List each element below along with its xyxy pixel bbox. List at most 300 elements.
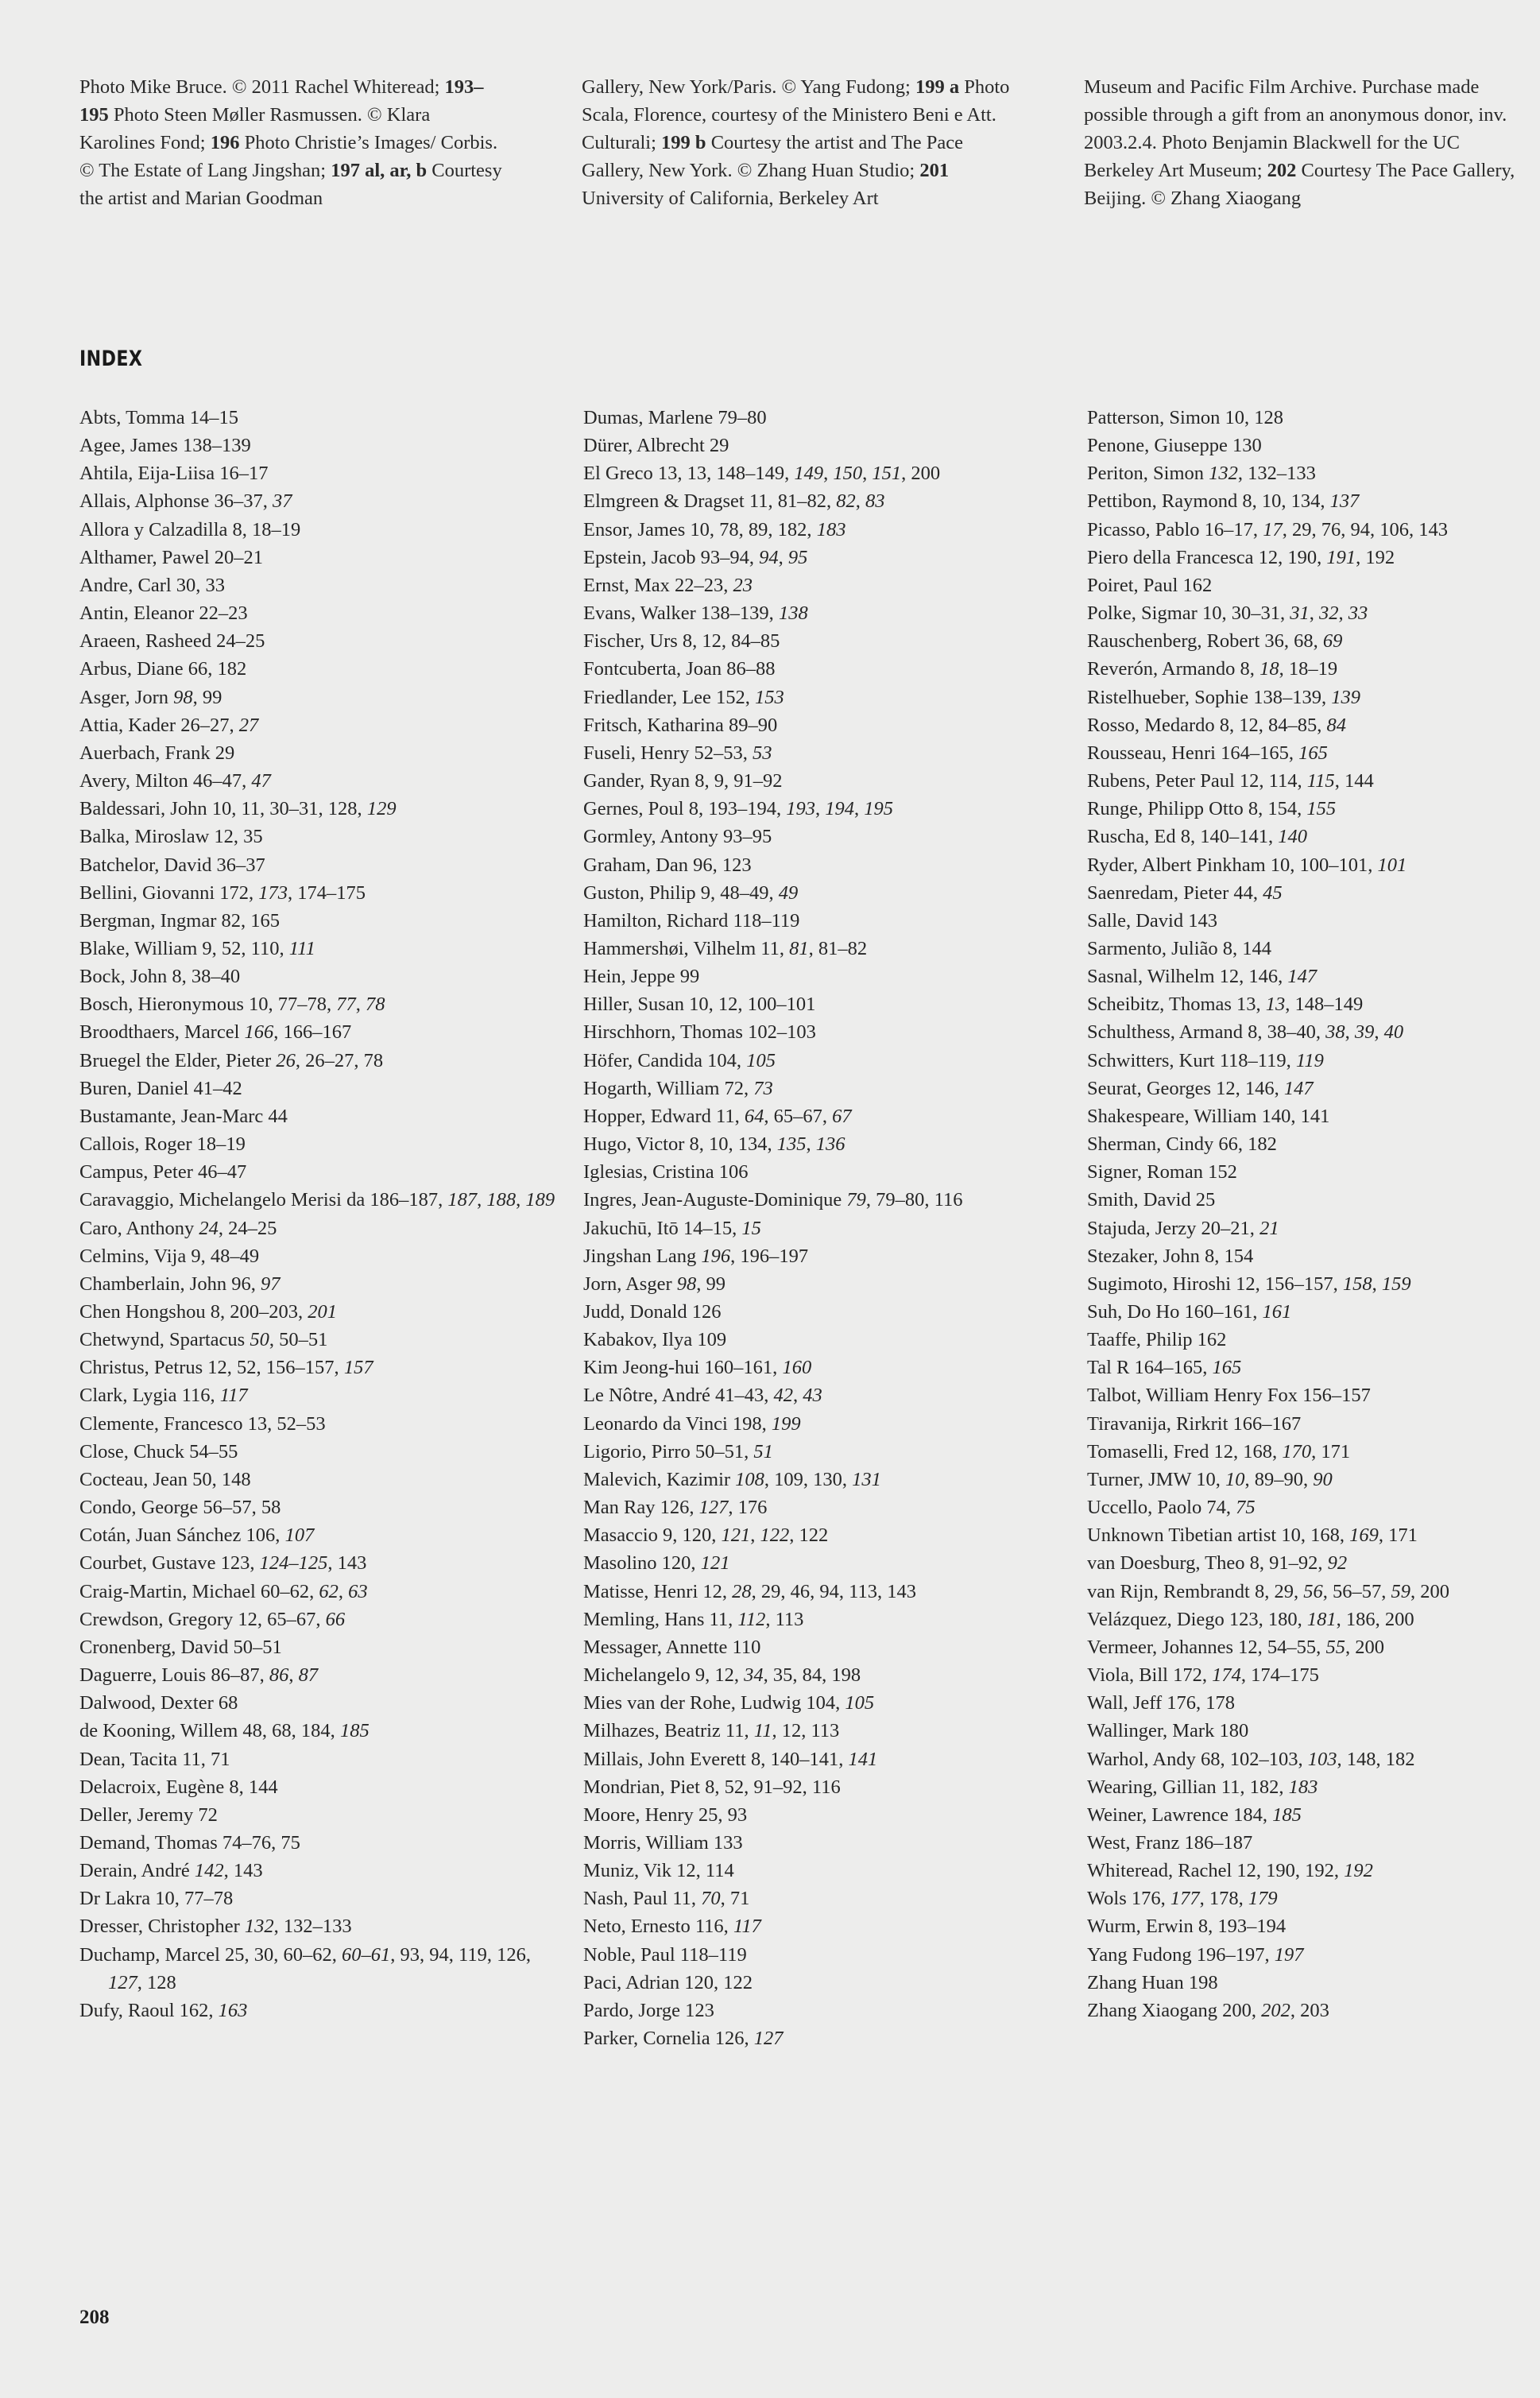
- illustration-page-ref: 194: [825, 798, 854, 820]
- illustration-page-ref: 101: [1377, 854, 1407, 876]
- illustration-page-ref: 139: [1331, 686, 1361, 708]
- index-entry: Schwitters, Kurt 118–119, 119: [1087, 1049, 1324, 1071]
- index-entry: Tal R 164–165, 165: [1087, 1357, 1242, 1379]
- index-entry: Jorn, Asger 98, 99: [583, 1273, 726, 1295]
- illustration-page-ref: 105: [746, 1049, 776, 1071]
- index-entry: Baldessari, John 10, 11, 30–31, 128, 129: [79, 798, 397, 820]
- illustration-page-ref: 132: [244, 1916, 274, 1938]
- credit-page-ref: 196: [210, 132, 240, 153]
- illustration-page-ref: 31: [1290, 602, 1310, 625]
- index-entry: Hirschhorn, Thomas 102–103: [583, 1021, 816, 1044]
- index-entry: Talbot, William Henry Fox 156–157: [1087, 1385, 1371, 1407]
- illustration-page-ref: 131: [852, 1468, 881, 1490]
- index-entry: Derain, André 142, 143: [79, 1860, 263, 1882]
- index-entry: Wols 176, 177, 178, 179: [1087, 1888, 1278, 1910]
- index-entry: Sugimoto, Hiroshi 12, 156–157, 158, 159: [1087, 1273, 1411, 1295]
- illustration-page-ref: 13: [1265, 994, 1286, 1016]
- illustration-page-ref: 199: [771, 1412, 801, 1435]
- index-entry: Asger, Jorn 98, 99: [79, 686, 222, 708]
- index-entry: Bellini, Giovanni 172, 173, 174–175: [79, 881, 366, 904]
- index-entry: Arbus, Diane 66, 182: [79, 658, 247, 680]
- index-entry: Man Ray 126, 127, 176: [583, 1497, 768, 1519]
- index-entry: Bruegel the Elder, Pieter 26, 26–27, 78: [79, 1049, 384, 1071]
- illustration-page-ref: 108: [735, 1468, 764, 1490]
- index-entry: Bosch, Hieronymous 10, 77–78, 77, 78: [79, 994, 385, 1016]
- credit-text: Courtesy the artist and The Pace Gallery, New York. © Zhang Huan Studio;: [582, 132, 963, 181]
- index-entry: Uccello, Paolo 74, 75: [1087, 1497, 1256, 1519]
- illustration-page-ref: 18: [1259, 658, 1279, 680]
- credits-column-3: [1084, 73, 1529, 212]
- index-entry: Polke, Sigmar 10, 30–31, 31, 32, 33: [1087, 602, 1368, 625]
- illustration-page-ref: 105: [845, 1692, 875, 1714]
- index-entry: Penone, Giuseppe 130: [1087, 435, 1262, 457]
- illustration-page-ref: 191: [1326, 546, 1356, 568]
- index-entry: Chamberlain, John 96, 97: [79, 1273, 281, 1295]
- illustration-page-ref: 95: [787, 546, 808, 568]
- index-entry: Close, Chuck 54–55: [79, 1440, 238, 1462]
- illustration-page-ref: 170: [1282, 1440, 1312, 1462]
- index-entry: Nash, Paul 11, 70, 71: [583, 1888, 750, 1910]
- index-entry: Araeen, Rasheed 24–25: [79, 630, 265, 653]
- illustration-page-ref: 87: [298, 1664, 319, 1687]
- illustration-page-ref: 98: [676, 1273, 697, 1295]
- index-entry: Avery, Milton 46–47, 47: [79, 770, 271, 792]
- index-entry: Blake, William 9, 52, 110, 111: [79, 937, 315, 959]
- index-entry: Le Nôtre, André 41–43, 42, 43: [583, 1385, 822, 1407]
- illustration-page-ref: 98: [173, 686, 193, 708]
- index-entry: Judd, Donald 126: [583, 1301, 722, 1323]
- index-entry: Morris, William 133: [583, 1831, 743, 1854]
- illustration-page-ref: 121: [721, 1524, 751, 1547]
- credit-page-ref: 197 al, ar, b: [331, 160, 428, 181]
- illustration-page-ref: 179: [1248, 1888, 1278, 1910]
- index-entry: Rosso, Medardo 8, 12, 84–85, 84: [1087, 714, 1346, 736]
- illustration-page-ref: 24: [199, 1217, 219, 1239]
- illustration-page-ref: 158: [1342, 1273, 1372, 1295]
- illustration-page-ref: 10: [1225, 1468, 1245, 1490]
- index-entry: Rauschenberg, Robert 36, 68, 69: [1087, 630, 1343, 653]
- index-entry: Unknown Tibetian artist 10, 168, 169, 171: [1087, 1524, 1418, 1547]
- illustration-page-ref: 127: [753, 2028, 784, 2050]
- index-column-1: [79, 404, 556, 2052]
- index-entry: Schulthess, Armand 8, 38–40, 38, 39, 40: [1087, 1021, 1404, 1044]
- index-entry: Deller, Jeremy 72: [79, 1803, 218, 1826]
- index-entry: Vermeer, Johannes 12, 54–55, 55, 200: [1087, 1636, 1384, 1658]
- index-entry: Buren, Daniel 41–42: [79, 1077, 242, 1099]
- index-entry: Kabakov, Ilya 109: [583, 1329, 727, 1351]
- index-entry: Chetwynd, Spartacus 50, 50–51: [79, 1329, 328, 1351]
- illustration-page-ref: 161: [1262, 1301, 1292, 1323]
- illustration-page-ref: 122: [760, 1524, 790, 1547]
- index-entry: Attia, Kader 26–27, 27: [79, 714, 259, 736]
- picture-credits: [79, 73, 1535, 212]
- illustration-page-ref: 60–61: [342, 1943, 391, 1966]
- index-entry: Caro, Anthony 24, 24–25: [79, 1217, 277, 1239]
- credit-page-ref: 202: [1267, 160, 1297, 181]
- index-entry: Warhol, Andy 68, 102–103, 103, 148, 182: [1087, 1748, 1415, 1770]
- index-entry: Auerbach, Frank 29: [79, 742, 235, 764]
- credit-text: Courtesy The Pace Gallery, Beijing. © Zhang Xiaogang: [1084, 160, 1515, 209]
- illustration-page-ref: 45: [1263, 881, 1283, 904]
- index-entry: Whiteread, Rachel 12, 190, 192, 192: [1087, 1860, 1373, 1882]
- illustration-page-ref: 197: [1274, 1943, 1304, 1966]
- index-entry: Patterson, Simon 10, 128: [1087, 407, 1284, 428]
- illustration-page-ref: 111: [288, 937, 315, 959]
- index-entry: Broodthaers, Marcel 166, 166–167: [79, 1021, 352, 1044]
- index-entry: Bustamante, Jean-Marc 44: [79, 1105, 288, 1127]
- illustration-page-ref: 166: [244, 1021, 274, 1044]
- index-entry: de Kooning, Willem 48, 68, 184, 185: [79, 1720, 370, 1742]
- index-entry: Neto, Ernesto 116, 117: [583, 1916, 761, 1938]
- illustration-page-ref: 173: [258, 881, 288, 904]
- index-entry: Jingshan Lang 196, 196–197: [583, 1245, 809, 1267]
- illustration-page-ref: 50: [250, 1329, 269, 1351]
- index-entry: Condo, George 56–57, 58: [79, 1497, 281, 1519]
- index-entry: Ristelhueber, Sophie 138–139, 139: [1087, 686, 1361, 708]
- index-entry: Ahtila, Eija-Liisa 16–17: [79, 463, 269, 485]
- index-entry: Hamilton, Richard 118–119: [583, 909, 800, 932]
- illustration-page-ref: 92: [1327, 1552, 1348, 1575]
- index-entry: Yang Fudong 196–197, 197: [1087, 1943, 1304, 1966]
- index-entry: Elmgreen & Dragset 11, 81–82, 82, 83: [583, 490, 885, 513]
- index-entry: Matisse, Henri 12, 28, 29, 46, 94, 113, 143: [583, 1580, 916, 1602]
- index-entry: Velázquez, Diego 123, 180, 181, 186, 200: [1087, 1608, 1414, 1630]
- index-entry: Masaccio 9, 120, 121, 122, 122: [583, 1524, 829, 1547]
- index-entry: Millais, John Everett 8, 140–141, 141: [583, 1748, 878, 1770]
- illustration-page-ref: 119: [1295, 1049, 1324, 1071]
- illustration-page-ref: 66: [325, 1608, 346, 1630]
- illustration-page-ref: 163: [218, 1999, 248, 2021]
- illustration-page-ref: 165: [1212, 1357, 1242, 1379]
- illustration-page-ref: 169: [1349, 1524, 1379, 1547]
- illustration-page-ref: 51: [753, 1440, 773, 1462]
- index-entry: Balka, Miroslaw 12, 35: [79, 826, 263, 848]
- illustration-page-ref: 138: [778, 602, 808, 625]
- index-entry: Fontcuberta, Joan 86–88: [583, 658, 776, 680]
- index-entry: Poiret, Paul 162: [1087, 574, 1213, 596]
- illustration-page-ref: 147: [1283, 1077, 1314, 1099]
- illustration-page-ref: 37: [272, 490, 292, 513]
- index-entry: Callois, Roger 18–19: [79, 1133, 246, 1156]
- index-entry: Salle, David 143: [1087, 909, 1217, 932]
- illustration-page-ref: 188: [486, 1189, 517, 1211]
- index-entry: Memling, Hans 11, 112, 113: [583, 1608, 804, 1630]
- index-entry: Saenredam, Pieter 44, 45: [1087, 881, 1283, 904]
- illustration-page-ref: 192: [1344, 1860, 1373, 1882]
- index-entry: Hogarth, William 72, 73: [583, 1077, 773, 1099]
- illustration-page-ref: 193: [786, 798, 815, 820]
- illustration-page-ref: 177: [1170, 1888, 1200, 1910]
- index-entry: Tiravanija, Rirkrit 166–167: [1087, 1412, 1302, 1435]
- index-entry: Piero della Francesca 12, 190, 191, 192: [1087, 546, 1395, 568]
- index-entry: Jakuchū, Itō 14–15, 15: [583, 1217, 761, 1239]
- illustration-page-ref: 129: [366, 798, 397, 820]
- index-entry: Smith, David 25: [1087, 1189, 1216, 1211]
- illustration-page-ref: 151: [872, 463, 902, 485]
- index-entry: Campus, Peter 46–47: [79, 1161, 247, 1184]
- illustration-page-ref: 26: [276, 1049, 296, 1071]
- index-entry: Althamer, Pawel 20–21: [79, 546, 264, 568]
- illustration-page-ref: 183: [1288, 1776, 1318, 1798]
- index-entry: Weiner, Lawrence 184, 185: [1087, 1803, 1302, 1826]
- illustration-page-ref: 115: [1306, 770, 1335, 792]
- illustration-page-ref: 82: [836, 490, 856, 513]
- illustration-page-ref: 202: [1261, 1999, 1290, 2021]
- illustration-page-ref: 153: [755, 686, 784, 708]
- illustration-page-ref: 27: [238, 714, 259, 736]
- index-entry: Cocteau, Jean 50, 148: [79, 1468, 251, 1490]
- index-list: [79, 404, 1540, 2052]
- index-entry: Suh, Do Ho 160–161, 161: [1087, 1301, 1292, 1323]
- index-entry: Dürer, Albrecht 29: [583, 435, 729, 457]
- index-entry: Duchamp, Marcel 25, 30, 60–62, 60–61, 93, 94, 119, 126, 127, 128: [79, 1943, 531, 1993]
- illustration-page-ref: 140: [1278, 826, 1307, 848]
- index-entry: Graham, Dan 96, 123: [583, 854, 752, 876]
- index-entry: Andre, Carl 30, 33: [79, 574, 226, 596]
- illustration-page-ref: 17: [1263, 518, 1283, 540]
- index-entry: Hiller, Susan 10, 12, 100–101: [583, 994, 816, 1016]
- illustration-page-ref: 159: [1381, 1273, 1411, 1295]
- illustration-page-ref: 43: [803, 1385, 822, 1407]
- illustration-page-ref: 160: [782, 1357, 812, 1379]
- index-entry: Tomaselli, Fred 12, 168, 170, 171: [1087, 1440, 1351, 1462]
- credit-text: Gallery, New York/Paris. © Yang Fudong;: [582, 76, 915, 98]
- illustration-page-ref: 53: [753, 742, 772, 764]
- index-entry: Stajuda, Jerzy 20–21, 21: [1087, 1217, 1279, 1239]
- index-entry: Scheibitz, Thomas 13, 13, 148–149: [1087, 994, 1364, 1016]
- illustration-page-ref: 187: [447, 1189, 478, 1211]
- index-entry: Celmins, Vija 9, 48–49: [79, 1245, 260, 1267]
- illustration-page-ref: 67: [832, 1105, 852, 1127]
- illustration-page-ref: 174: [1212, 1664, 1241, 1687]
- index-entry: Iglesias, Cristina 106: [583, 1161, 749, 1184]
- index-entry: Caravaggio, Michelangelo Merisi da 186–187, 187, 188, 189: [79, 1189, 555, 1211]
- index-entry: Epstein, Jacob 93–94, 94, 95: [583, 546, 808, 568]
- index-entry: Clemente, Francesco 13, 52–53: [79, 1412, 326, 1435]
- index-heading: INDEX: [79, 347, 143, 371]
- illustration-page-ref: 40: [1383, 1021, 1404, 1044]
- index-entry: Viola, Bill 172, 174, 174–175: [1087, 1664, 1319, 1687]
- index-entry: Wall, Jeff 176, 178: [1087, 1692, 1236, 1714]
- illustration-page-ref: 90: [1313, 1468, 1333, 1490]
- page-number: 208: [79, 2307, 110, 2328]
- illustration-page-ref: 79: [846, 1189, 866, 1211]
- illustration-page-ref: 64: [744, 1105, 764, 1127]
- index-entry: Reverón, Armando 8, 18, 18–19: [1087, 658, 1338, 680]
- index-entry: Shakespeare, William 140, 141: [1087, 1105, 1330, 1127]
- index-entry: Taaffe, Philip 162: [1087, 1329, 1227, 1351]
- credit-page-ref: 201: [919, 160, 950, 181]
- index-entry: Runge, Philipp Otto 8, 154, 155: [1087, 798, 1337, 820]
- illustration-page-ref: 117: [219, 1385, 248, 1407]
- illustration-page-ref: 83: [865, 490, 885, 513]
- illustration-page-ref: 142: [194, 1860, 224, 1882]
- index-entry: Ryder, Albert Pinkham 10, 100–101, 101: [1087, 854, 1407, 876]
- index-entry: Rubens, Peter Paul 12, 114, 115, 144: [1087, 770, 1374, 792]
- illustration-page-ref: 63: [348, 1580, 368, 1602]
- index-entry: Milhazes, Beatriz 11, 11, 12, 113: [583, 1720, 840, 1742]
- index-entry: Höfer, Candida 104, 105: [583, 1049, 776, 1071]
- index-entry: Clark, Lygia 116, 117: [79, 1385, 248, 1407]
- illustration-page-ref: 33: [1348, 602, 1368, 625]
- index-entry: Dresser, Christopher 132, 132–133: [79, 1916, 352, 1938]
- illustration-page-ref: 135: [776, 1133, 807, 1156]
- illustration-page-ref: 112: [737, 1608, 766, 1630]
- index-entry: Muniz, Vik 12, 114: [583, 1860, 734, 1882]
- illustration-page-ref: 55: [1325, 1636, 1345, 1658]
- illustration-page-ref: 75: [1236, 1497, 1256, 1519]
- illustration-page-ref: 185: [1272, 1803, 1302, 1826]
- credit-text: Museum and Pacific Film Archive. Purchase made possible through a gift from an anonymous donor, inv. 2003.2.4. Photo Benjamin Blackwell for the UC Berkeley Art Museum;: [1084, 76, 1507, 181]
- index-entry: Dr Lakra 10, 77–78: [79, 1888, 234, 1910]
- index-entry: Craig-Martin, Michael 60–62, 62, 63: [79, 1580, 368, 1602]
- index-entry: Parker, Cornelia 126, 127: [583, 2028, 784, 2050]
- index-entry: Dalwood, Dexter 68: [79, 1692, 238, 1714]
- index-entry: Antin, Eleanor 22–23: [79, 602, 248, 625]
- credit-text: Photo Scala, Florence, courtesy of the Ministero Beni e Att. Culturali;: [582, 76, 1010, 153]
- index-entry: Ligorio, Pirro 50–51, 51: [583, 1440, 773, 1462]
- index-entry: Kim Jeong-hui 160–161, 160: [583, 1357, 812, 1379]
- illustration-page-ref: 189: [525, 1189, 555, 1211]
- illustration-page-ref: 195: [864, 798, 893, 820]
- illustration-page-ref: 181: [1306, 1608, 1337, 1630]
- index-entry: Hopper, Edward 11, 64, 65–67, 67: [583, 1105, 852, 1127]
- illustration-page-ref: 42: [773, 1385, 793, 1407]
- index-entry: Chen Hongshou 8, 200–203, 201: [79, 1301, 337, 1323]
- index-entry: Delacroix, Eugène 8, 144: [79, 1776, 278, 1798]
- index-entry: Gernes, Poul 8, 193–194, 193, 194, 195: [583, 798, 893, 820]
- index-entry: Bock, John 8, 38–40: [79, 966, 241, 988]
- illustration-page-ref: 78: [366, 994, 385, 1016]
- illustration-page-ref: 11: [753, 1720, 772, 1742]
- index-entry: Allais, Alphonse 36–37, 37: [79, 490, 292, 513]
- index-entry: Picasso, Pablo 16–17, 17, 29, 76, 94, 106, 143: [1087, 518, 1448, 540]
- illustration-page-ref: 49: [778, 881, 799, 904]
- index-entry: Ernst, Max 22–23, 23: [583, 574, 753, 596]
- illustration-page-ref: 103: [1307, 1748, 1337, 1770]
- index-entry: Moore, Henry 25, 93: [583, 1803, 748, 1826]
- illustration-page-ref: 147: [1287, 966, 1318, 988]
- illustration-page-ref: 32: [1318, 602, 1339, 625]
- illustration-page-ref: 97: [260, 1273, 281, 1295]
- index-entry: Wurm, Erwin 8, 193–194: [1087, 1916, 1287, 1938]
- index-entry: Dumas, Marlene 79–80: [583, 407, 767, 428]
- credits-column-1: [79, 73, 509, 212]
- index-entry: Christus, Petrus 12, 52, 156–157, 157: [79, 1357, 373, 1379]
- index-entry: Masolino 120, 121: [583, 1552, 730, 1575]
- illustration-page-ref: 132: [1209, 463, 1238, 485]
- index-entry: Ingres, Jean-Auguste-Dominique 79, 79–80, 116: [583, 1189, 963, 1211]
- index-entry: van Rijn, Rembrandt 8, 29, 56, 56–57, 59, 200: [1087, 1580, 1449, 1602]
- index-entry: Dufy, Raoul 162, 163: [79, 1999, 248, 2021]
- illustration-page-ref: 127: [698, 1497, 729, 1519]
- index-entry: Cotán, Juan Sánchez 106, 107: [79, 1524, 315, 1547]
- credits-column-2: [582, 73, 1011, 212]
- index-entry: West, Franz 186–187: [1087, 1831, 1253, 1854]
- index-entry: Sasnal, Wilhelm 12, 146, 147: [1087, 966, 1318, 988]
- illustration-page-ref: 127: [108, 1971, 137, 1993]
- index-entry: Ensor, James 10, 78, 89, 182, 183: [583, 518, 846, 540]
- index-entry: Signer, Roman 152: [1087, 1161, 1237, 1184]
- index-entry: Dean, Tacita 11, 71: [79, 1748, 230, 1770]
- credit-page-ref: 199 b: [661, 132, 706, 153]
- index-entry: van Doesburg, Theo 8, 91–92, 92: [1087, 1552, 1348, 1575]
- illustration-page-ref: 124–125: [259, 1552, 328, 1575]
- index-entry: Abts, Tomma 14–15: [79, 407, 238, 428]
- illustration-page-ref: 157: [343, 1357, 373, 1379]
- illustration-page-ref: 117: [733, 1916, 761, 1938]
- illustration-page-ref: 84: [1326, 714, 1346, 736]
- illustration-page-ref: 70: [701, 1888, 721, 1910]
- index-entry: Evans, Walker 138–139, 138: [583, 602, 808, 625]
- index-entry: Michelangelo 9, 12, 34, 35, 84, 198: [583, 1664, 861, 1687]
- illustration-page-ref: 77: [336, 994, 356, 1016]
- index-entry: Hugo, Victor 8, 10, 134, 135, 136: [583, 1133, 845, 1156]
- index-entry: Friedlander, Lee 152, 153: [583, 686, 784, 708]
- index-entry: Pardo, Jorge 123: [583, 1999, 714, 2021]
- credit-page-ref: 199 a: [915, 76, 960, 98]
- illustration-page-ref: 149: [794, 463, 824, 485]
- illustration-page-ref: 34: [744, 1664, 764, 1687]
- index-entry: Paci, Adrian 120, 122: [583, 1971, 753, 1993]
- credit-text: Photo Steen Møller Rasmussen. © Klara Karolines Fond;: [79, 104, 431, 153]
- illustration-page-ref: 185: [339, 1720, 370, 1742]
- index-entry: Wallinger, Mark 180: [1087, 1720, 1249, 1742]
- index-entry: Rousseau, Henri 164–165, 165: [1087, 742, 1328, 764]
- illustration-page-ref: 81: [789, 937, 809, 959]
- illustration-page-ref: 137: [1329, 490, 1360, 513]
- illustration-page-ref: 59: [1391, 1580, 1410, 1602]
- credit-text: Photo Christie’s Images/ Corbis. © The Estate of Lang Jingshan;: [79, 132, 498, 181]
- illustration-page-ref: 47: [251, 770, 271, 792]
- index-entry: Bergman, Ingmar 82, 165: [79, 909, 280, 932]
- index-entry: El Greco 13, 13, 148–149, 149, 150, 151, 200: [583, 463, 941, 485]
- index-entry: Malevich, Kazimir 108, 109, 130, 131: [583, 1468, 881, 1490]
- illustration-page-ref: 15: [741, 1217, 761, 1239]
- index-entry: Zhang Xiaogang 200, 202, 203: [1087, 1999, 1329, 2021]
- illustration-page-ref: 23: [733, 574, 753, 596]
- illustration-page-ref: 39: [1354, 1021, 1375, 1044]
- credit-text: Courtesy the artist and Marian Goodman: [79, 160, 502, 209]
- illustration-page-ref: 107: [284, 1524, 315, 1547]
- illustration-page-ref: 165: [1298, 742, 1328, 764]
- index-column-2: [583, 404, 1060, 2052]
- index-entry: Seurat, Georges 12, 146, 147: [1087, 1077, 1314, 1099]
- index-entry: Messager, Annette 110: [583, 1636, 761, 1658]
- index-entry: Cronenberg, David 50–51: [79, 1636, 282, 1658]
- index-entry: Fritsch, Katharina 89–90: [583, 714, 778, 736]
- illustration-page-ref: 155: [1306, 798, 1337, 820]
- index-entry: Allora y Calzadilla 8, 18–19: [79, 518, 301, 540]
- index-entry: Hein, Jeppe 99: [583, 966, 700, 988]
- illustration-page-ref: 183: [816, 518, 846, 540]
- index-entry: Ruscha, Ed 8, 140–141, 140: [1087, 826, 1307, 848]
- illustration-page-ref: 86: [269, 1664, 289, 1687]
- index-entry: Hammershøi, Vilhelm 11, 81, 81–82: [583, 937, 868, 959]
- index-column-3: [1087, 404, 1540, 2052]
- index-entry: Gander, Ryan 8, 9, 91–92: [583, 770, 783, 792]
- illustration-page-ref: 196: [701, 1245, 731, 1267]
- credit-text: Photo Mike Bruce. © 2011 Rachel Whiteread;: [79, 76, 445, 98]
- index-entry: Fuseli, Henry 52–53, 53: [583, 742, 772, 764]
- illustration-page-ref: 69: [1322, 630, 1343, 653]
- index-entry: Demand, Thomas 74–76, 75: [79, 1831, 300, 1854]
- index-entry: Courbet, Gustave 123, 124–125, 143: [79, 1552, 367, 1575]
- index-entry: Mondrian, Piet 8, 52, 91–92, 116: [583, 1776, 841, 1798]
- index-entry: Noble, Paul 118–119: [583, 1943, 747, 1966]
- index-entry: Mies van der Rohe, Ludwig 104, 105: [583, 1692, 875, 1714]
- index-entry: Sarmento, Julião 8, 144: [1087, 937, 1272, 959]
